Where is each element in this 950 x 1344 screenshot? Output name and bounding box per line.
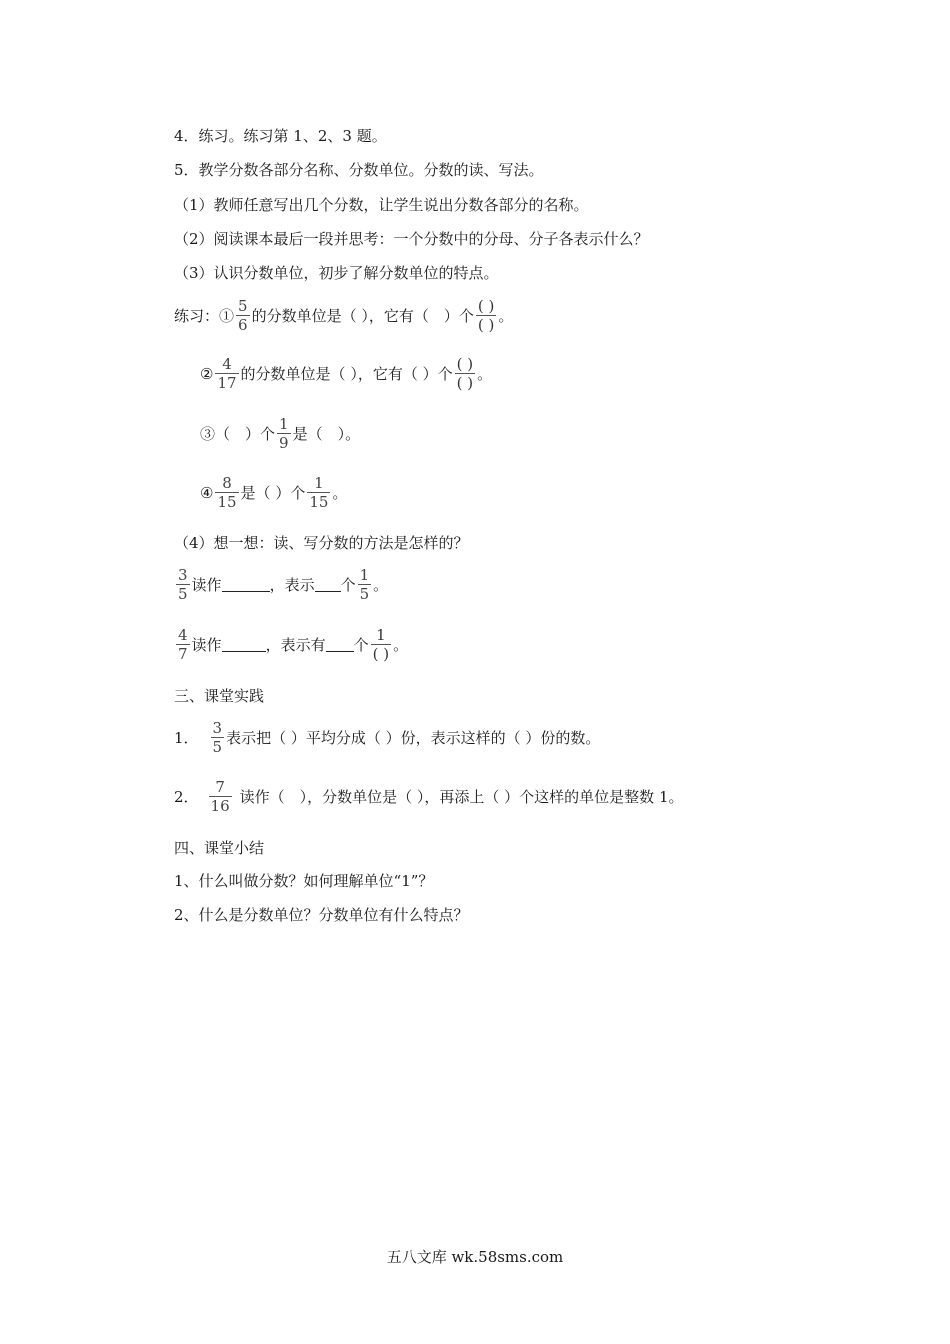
section-4-title: 四、课堂小结 [174, 839, 265, 857]
q2-prefix: 2． [174, 787, 199, 806]
fraction-5-6: 5 6 [238, 297, 248, 334]
line-teach-fraction: 5．教学分数各部分名称、分数单位。分数的读、写法。 [174, 161, 544, 179]
fraction-8-15: 8 15 [217, 474, 237, 511]
blank-line [315, 577, 341, 592]
fraction-3-5-q1: 3 5 [212, 719, 223, 756]
section-3-q2 [174, 778, 684, 815]
fraction-blank: ( ) ( ) [456, 355, 474, 392]
fraction-1-5: 1 5 [359, 566, 370, 603]
fraction-blank: ( ) ( ) [477, 297, 495, 334]
practice-3-prefix: ③（ ）个 [200, 424, 276, 443]
think-row-1-mean: ，表示 [269, 575, 315, 594]
practice-1 [174, 297, 513, 334]
think-row-2 [174, 626, 408, 663]
practice-1-end: 。 [498, 306, 514, 325]
practice-3-text: 是（ ）。 [292, 424, 361, 443]
practice-4-end: 。 [332, 483, 348, 502]
line-practice-exercise: 4．练习。练习第 1、2、3 题。 [174, 127, 387, 145]
fraction-7-16: 7 16 [210, 778, 230, 815]
fraction-4-7: 4 7 [178, 626, 188, 663]
think-row-2-read: 读作 [191, 635, 222, 654]
think-row-2-ge: 个 [353, 635, 369, 654]
think-row-1 [174, 566, 388, 603]
q1-prefix: 1． [174, 728, 199, 747]
section-3-title: 三、课堂实践 [174, 687, 265, 705]
section-3-q1 [174, 719, 600, 756]
footer-watermark: 五八文库 wk.58sms.com [386, 1248, 564, 1266]
practice-2 [200, 355, 492, 392]
practice-4-prefix: ④ [200, 483, 214, 502]
summary-question-1: 1、什么叫做分数？如何理解单位“1”？ [174, 872, 434, 890]
line-item-3: （3）认识分数单位，初步了解分数单位的特点。 [174, 264, 499, 282]
fraction-3-5: 3 5 [178, 566, 188, 603]
q2-text: 读作（ ），分数单位是（ ），再添上（ ）个这样的单位是整数 1。 [239, 787, 684, 806]
think-row-1-end: 。 [373, 575, 389, 594]
practice-2-end: 。 [477, 364, 493, 383]
blank-line [222, 637, 266, 652]
summary-question-2: 2、什么是分数单位？分数单位有什么特点？ [174, 906, 469, 924]
think-row-2-mean: ，表示有 [265, 635, 326, 654]
practice-1-prefix: 练习：① [174, 306, 235, 325]
line-item-1: （1）教师任意写出几个分数，让学生说出分数各部分的名称。 [174, 196, 589, 214]
line-item-2: （2）阅读课本最后一段并思考：一个分数中的分母、分子各表示什么？ [174, 230, 649, 248]
think-row-1-read: 读作 [191, 575, 222, 594]
fraction-1-9: 1 9 [279, 415, 289, 452]
practice-4-text: 是（ ）个 [240, 483, 306, 502]
think-title: （4）想一想：读、写分数的方法是怎样的？ [174, 534, 469, 552]
fraction-4-17: 4 17 [217, 355, 237, 392]
practice-2-text: 的分数单位是（ ），它有（ ）个 [240, 364, 453, 383]
practice-3 [200, 415, 360, 452]
practice-4 [200, 474, 347, 511]
practice-1-text: 的分数单位是（ ），它有（ ）个 [251, 306, 474, 325]
blank-line [222, 577, 270, 592]
q1-text: 表示把（ ）平均分成（ ）份，表示这样的（ ）份的数。 [226, 728, 601, 747]
fraction-1-15: 1 15 [309, 474, 329, 511]
think-row-2-end: 。 [393, 635, 409, 654]
blank-line [326, 637, 354, 652]
fraction-1-blank: 1 ( ) [372, 626, 390, 663]
practice-2-prefix: ② [200, 364, 214, 383]
think-row-1-ge: 个 [340, 575, 356, 594]
